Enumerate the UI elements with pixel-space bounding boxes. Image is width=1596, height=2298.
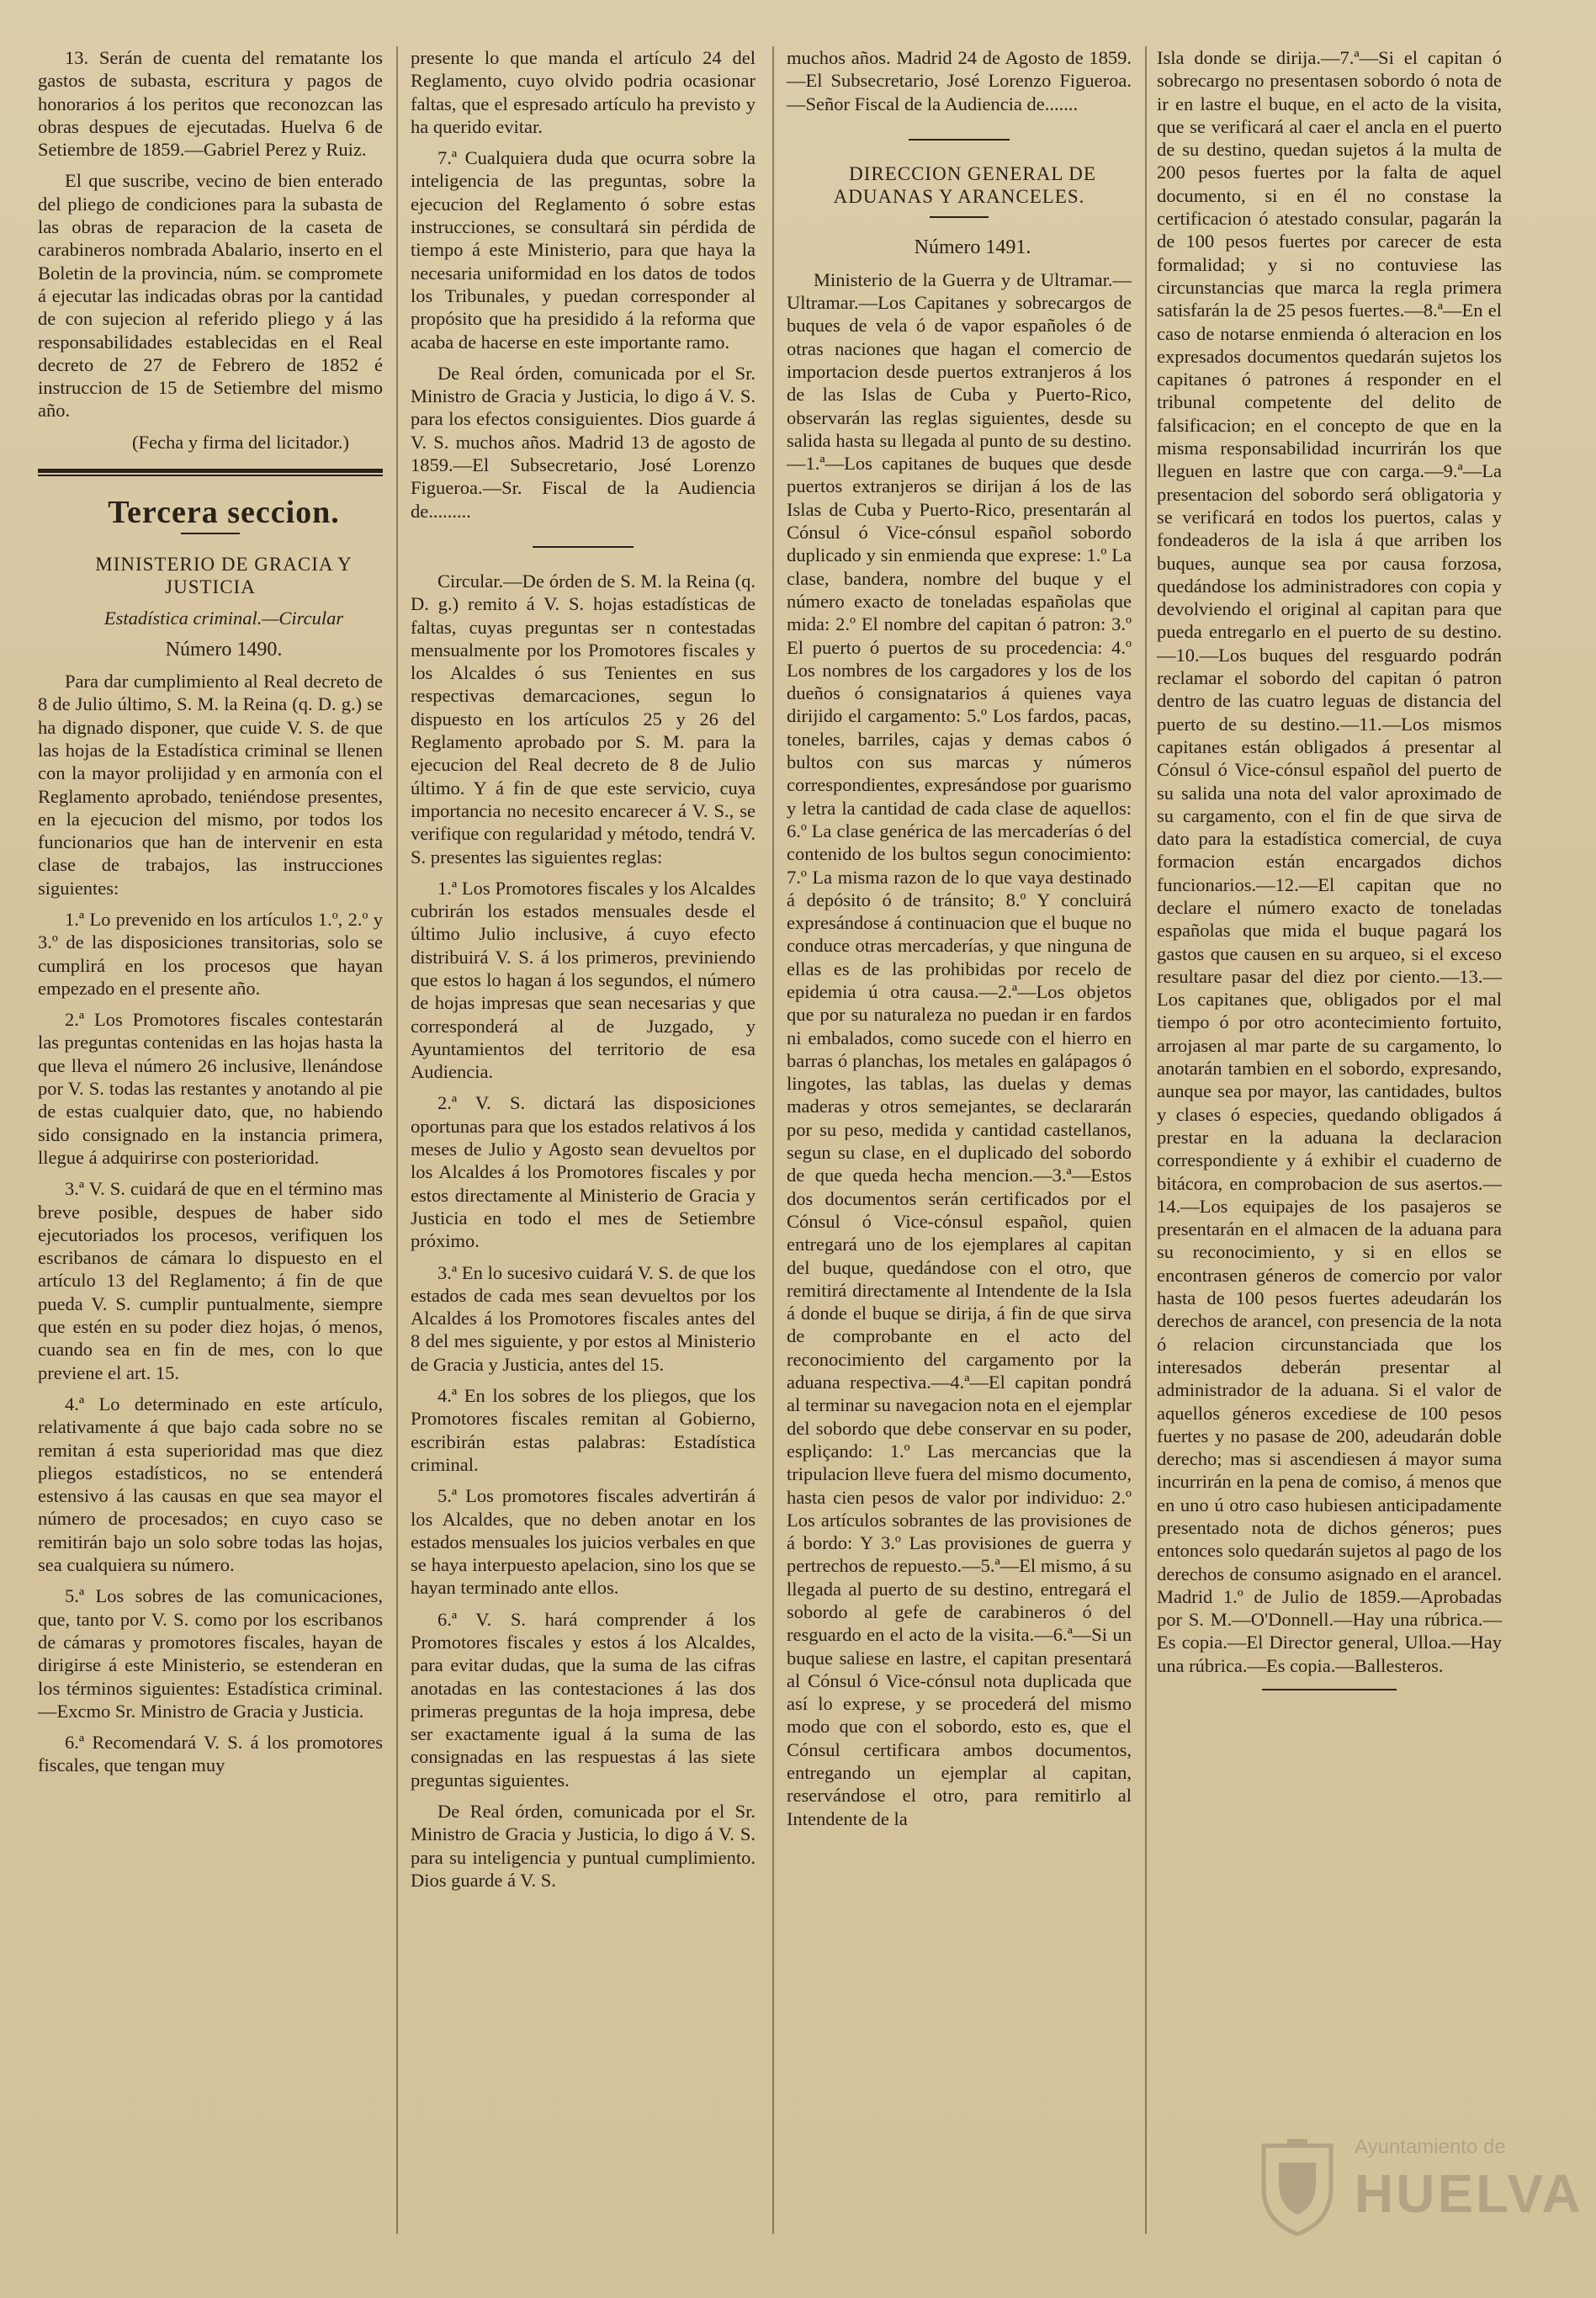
- paragraph: De Real órden, comunicada por el Sr. Ministro de Gracia y Justicia, lo digo á V. S. para su inteligencia y puntual cumplimiento. Dios guarde á V. S.: [411, 1801, 756, 1891]
- short-rule: [181, 533, 240, 534]
- paragraph: 1.ª Lo prevenido en los artículos 1.º, 2.º y 3.º de las disposiciones transitorias, solo se cumplirá en los procesos que hayan empezado en el presente año.: [38, 909, 383, 999]
- item-number: Número 1490.: [165, 638, 283, 661]
- ministry-heading: MINISTERIO DE GRACIA Y JUSTICIA: [95, 553, 353, 598]
- separator-rule: [533, 546, 634, 548]
- column-1: [38, 46, 383, 1786]
- paragraph: Para dar cumplimiento al Real decreto de 8 de Julio último, S. M. la Reina (q. D. g.) se ha dignado disponer, que cuide V. S. de que las hojas de la Estadística criminal se llenen con la mayor prolijidad y en armonía con el Reglamento aprobado, teniéndose presentes, en la ejecucion del mismo, por todos los funcionarios que han de intervenir en esta clase de trabajos, las instrucciones siguientes:: [38, 671, 383, 899]
- separator-rule: [909, 139, 1010, 141]
- section-title: Tercera seccion.: [108, 494, 340, 530]
- column-3: [787, 46, 1132, 1839]
- end-rule: [1262, 1689, 1397, 1690]
- paragraph: 6.ª V. S. hará comprender á los Promotores fiscales y estos á los Alcaldes, para evitar dudas, que la suma de las cifras anotadas en las contestaciones á las dos primeras preguntas de la hoja impresa, debe ser exactamente igual á la suma de las consignadas en las respuestas á las siete preguntas siguientes.: [411, 1608, 756, 1791]
- column-2: [411, 46, 756, 1900]
- paragraph: 2.ª V. S. dictará las disposiciones oportunas para que los estados relativos á los meses de Julio y Agosto sean devueltos por los Alcaldes á los Promotores fiscales y por estos directamente al Ministerio de Gracia y Justicia en todo el mes de Setiembre próximo.: [411, 1092, 756, 1252]
- paragraph: 1.ª Los Promotores fiscales y los Alcaldes cubrirán los estados mensuales desde el último Julio inclusive, á cuyo efecto distribuirá V. S. á los primeros, previniendo que estos lo hagan á los segundos, el número de hojas impresas que sean necesarias y que corresponderá al de Juzgado, y Ayuntamientos del territorio de esa Audiencia.: [411, 877, 756, 1083]
- archive-watermark: [1255, 2129, 1583, 2255]
- watermark-line-2: HUELVA: [1355, 2163, 1583, 2224]
- direction-heading: DIRECCION GENERAL DE ADUANAS Y ARANCELES.: [833, 162, 1096, 208]
- paragraph: 5.ª Los promotores fiscales advertirán á los Alcaldes, que no deben anotar en los estados mensuales los juicios verbales en que se haya interpuesto apelacion, sino los que se hayan terminado ante ellos.: [411, 1485, 756, 1599]
- paragraph: 13. Serán de cuenta del rematante los gastos de subasta, escritura y pagos de honorarios á los peritos que reconozcan las obras despues de ejecutadas. Huelva 6 de Setiembre de 1859.—Gabriel Perez y Ruiz.: [38, 47, 383, 161]
- column-4: [1157, 46, 1502, 1690]
- paragraph: 3.ª En lo sucesivo cuidará V. S. de que los estados de cada mes sean devueltos por los Alcaldes á los Promotores fiscales antes del 8 del mes siguiente, y por estos al Ministerio de Gracia y Justicia, antes del 15.: [411, 1261, 756, 1375]
- column-divider: [1145, 46, 1147, 2234]
- paragraph: presente lo que manda el artículo 24 del Reglamento, cuyo olvido podria ocasionar faltas, que el espresado artículo ha previsto y ha querido evitar.: [411, 47, 756, 137]
- paragraph: muchos años. Madrid 24 de Agosto de 1859.—El Subsecretario, José Lorenzo Figueroa.—Señor Fiscal de la Audiencia de.......: [787, 47, 1132, 114]
- section-rule-thin: [38, 475, 383, 476]
- paragraph: Ministerio de la Guerra y de Ultramar.—Ultramar.—Los Capitanes y sobrecargos de buques de vela ó de vapor españoles ó de otras naciones que hagan el comercio de importacion desde puertos extranjeros á los de las Islas de Cuba y Puerto-Rico, observarán las reglas siguientes, desde su salida hasta su llegada al punto de su destino.—1.ª—Los capitanes de buques que desde puertos extranjeros se dirijan á los de las Islas de Cuba y Puerto-Rico, presentarán al Cónsul ó Vice-cónsul español sobordo duplicado y sin enmienda que exprese: 1.º La clase, bandera, nombre del buque y el número exacto de toneladas españolas que mida: 2.º El nombre del capitan ó patron: 3.º El puerto ó puertos de su procedencia: 4.º Los nombres de los cargadores y los de los dueños ó consignatarios á quienes vaya dirijido el cargamento: 5.º Los fardos, pacas, toneles, barriles, cajas y demas cabos ó bultos con sus marcas y números correspondientes, expresándose por guarismo y letra la cantidad de cada clase de aquellos: 6.º La clase genérica de las mercaderías ó del contenido de los bultos segun conocimiento: 7.º La misma razon de lo que vaya destinado á depósito ó de tránsito; 8.º Y concluirá expresándose á continuacion que el buque no conduce otras mercaderías, y que ninguna de ellas es de las prohibidas por recelo de epidemia ú otra causa.—2.ª—Los objetos que por su naturaleza no puedan ir en fardos ni embalados, como sucede con el hierro en barras ó planchas, los metales en galápagos ó lingotes, las tablas, las duelas y demas maderas y otros semejantes, se declararán por su peso, medida y cantidad castellanos, segun su clase, en el duplicado del sobordo de que queda hecha mencion.—3.ª—Estos dos documentos serán certificados por el Cónsul ó Vice-cónsul español, quien entregará uno de los ejemplares al capitan del buque, quedándose con el otro, que remitirá directamente al Intendente de la Isla á donde el buque se dirija, á fin de que sirva de comprobante en el acto del reconocimiento del cargamento por la aduana respectiva.—4.ª—El capitan pondrá al terminar su navegacion nota en el ejemplar del sobordo que debe conservar en su poder, espliçando: 1.º Las mercancias que la tripulacion lleve fuera del mismo documento, hasta cien pesos de valor por individuo: 2.º Los artículos sobrantes de las provisiones de á bordo: Y 3.º Las provisiones de guerra y pertrechos de repuesto.—5.ª—El mismo, á su llegada al puerto de su destino, entregará el sobordo al gefe de carabineros ó del resguardo en el acto de la visita.—6.ª—Si un buque saliese en lastre, el capitan presentará al Cónsul ó Vice-cónsul nota duplicada que así lo exprese, y se procederá del mismo modo que con el sobordo, esto es, que el Cónsul certificara ambos documentos, entregando un ejemplar al capitan, reservándose el otro, para remitirlo al Intendente de la: [787, 268, 1132, 1829]
- paragraph: Circular.—De órden de S. M. la Reina (q. D. g.) remito á V. S. hojas estadísticas de faltas, cuyas preguntas ser n contestadas mensualmente por los Promotores fiscales y los Alcaldes ó sus Tenientes en sus respectivas demarcaciones, segun lo dispuesto en los artículos 25 y 26 del Reglamento aprobado por S. M. para la ejecucion del Real decreto de 8 de Julio último. Y á fin de que este servicio, cuya importancia no necesito encarecer á V. S., se verifique con regularidad y método, tendrá V. S. presentes las siguientes reglas:: [411, 570, 756, 868]
- paragraph: 4.ª Lo determinado en este artículo, relativamente á que bajo cada sobre no se remitan á esta superioridad mas que diez pliegos estadísticos, no se entenderá estensivo á las causas en que sea mayor el número de procesados; en cuyo caso se remitirán bajo un solo sobre todas las hojas, sea cualquiera su número.: [38, 1393, 383, 1576]
- paragraph: 5.ª Los sobres de las comunicaciones, que, tanto por V. S. como por los escribanos de cámaras y promotores fiscales, hayan de dirigirse á este Ministerio, se estenderan en los términos siguientes: Estadística criminal.—Excmo Sr. Ministro de Gracia y Justicia.: [38, 1585, 383, 1722]
- paragraph: 4.ª En los sobres de los pliegos, que los Promotores fiscales remitan al Gobierno, escribirán estas palabras: Estadística criminal.: [411, 1385, 756, 1475]
- paragraph: 3.ª V. S. cuidará de que en el término mas breve posible, despues de haber sido ejecutoriados los procesos, verifiquen los escribanos de cámara lo dispuesto en el artículo 13 del Reglamento; á fin de que pueda V. S. cumplir puntualmente, siempre que estén en su poder diez hojas, ó menos, cuando sea en fin de mes, con lo que previene el art. 15.: [38, 1178, 383, 1383]
- city-shield-icon: [1255, 2137, 1339, 2238]
- column-divider: [772, 46, 774, 2234]
- paragraph: 7.ª Cualquiera duda que ocurra sobre la inteligencia de las preguntas, sobre la ejecucion del Reglamento ó sobre estas instrucciones, se consultará sin pérdida de tiempo á este Ministerio, para que haya la necesaria uniformidad en los datos de todos los Tribunales, y puedan corresponder al propósito que ha presidido á la reforma que acaba de hacerse en este importante ramo.: [411, 147, 756, 353]
- paragraph: 6.ª Recomendará V. S. á los promotores fiscales, que tengan muy: [38, 1732, 383, 1776]
- item-number: Número 1491.: [914, 236, 1031, 259]
- column-divider: [396, 46, 398, 2234]
- section-rule: [38, 469, 383, 473]
- paragraph: De Real órden, comunicada por el Sr. Ministro de Gracia y Justicia, lo digo á V. S. para los efectos consiguientes. Dios guarde á V. S. muchos años. Madrid 13 de agosto de 1859.—El Subsecretario, José Lorenzo Figueroa.—Sr. Fiscal de la Audiencia de.........: [411, 362, 756, 522]
- circular-subtitle: Estadística criminal.—Circular: [103, 608, 344, 629]
- paragraph: 2.ª Los Promotores fiscales contestarán las preguntas contenidas en las hojas hasta la que lleva el número 26 inclusive, llenándose por V. S. todas las restantes y anotando al pie de estas cualquier dato, que, no habiendo sido consignado en la instancia primera, llegue á adquirirse con posterioridad.: [38, 1009, 383, 1168]
- signature-line: (Fecha y firma del licitador.): [131, 431, 349, 453]
- paragraph: El que suscribe, vecino de bien enterado del pliego de condiciones para la subasta de las obras de reparacion de la caseta de carabineros nombrada Abalario, inserto en el Boletin de la provincia, núm. se compromete á ejecutar las indicadas obras por la cantidad de con sujecion al referido pliego y á las responsabilidades establecidas en el Real decreto de 27 de Febrero de 1852 é instruccion de 15 de Setiembre del mismo año.: [38, 170, 383, 422]
- paragraph: Isla donde se dirija.—7.ª—Si el capitan ó sobrecargo no presentasen sobordo ó nota de ir en lastre el buque, en el acto de la visita, que se verificará al caer el ancla en el puerto de su destino, quedan sujetos á la multa de 200 pesos fuertes por la falta de aquel documento, si en él no constase la certificacion ó atestado consular, pagarán la de 100 pesos fuertes por carecer de esta formalidad; y si no contuviese las circunstancias que marca la regla primera satisfarán la de 25 pesos fuertes.—8.ª—En el caso de notarse enmienda ó alteracion en los expresados documentos quedarán sujetos los capitanes ó patrones á responder en el tribunal competente del delito de falsificacion; en el concepto de que en la misma responsabilidad incurrirán los que lleguen en lastre que con carga.—9.ª—La presentacion del sobordo será obligatoria y se verificará en todos los puertos, calas y fondeaderos de la isla á que arriben los buques, aunque sea por causa forzosa, quedándose los administradores con copia y devolviendo el original al capitan para que pueda entregarlo en el puerto de su destino.—10.—Los buques del resguardo podrán reclamar el sobordo del capitan ó patron dentro de las cuatro leguas de distancia del puerto de su destino.—11.—Los mismos capitanes están obligados á presentar al Cónsul ó Vice-cónsul español del puerto de su salida una nota del valor aproximado de su cargamento, con el fin de que sirva de dato para la estadística comercial, de cuya formacion están encargados dichos funcionarios.—12.—El capitan que no declare el número exacto de toneladas españolas que mida el buque pagará los gastos que causen en su arqueo, si el exceso resultare pasar del diez por ciento.—13.—Los capitanes que, obligados por el mal tiempo ó por otro acontecimiento fortuito, arrojasen al mar parte de su cargamento, lo anotarán tambien en el sobordo, expresando, aunque sea por mayor, las cantidades, bultos y clases ó especies, quedando obligados á prestar en la aduana la declaracion correspondiente y á exhibir el cuaderno de bitácora, en comprobacion de sus asertos.—14.—Los equipajes de los pasajeros se presentarán en el almacen de la aduana para su reconocimiento, y si en ellos se encontrasen géneros de comercio por valor hasta de 100 pesos fuertes adeudarán los derechos de arancel, con presencia de la nota ó relacion circunstanciada que los interesados deberán presentar al administrador de la aduana. Si el valor de aquellos géneros excediese de 100 pesos fuertes y no pasase de 200, adeudarán doble derecho; mas si ascendiesen á mayor suma incurrirán en la pena de comiso, á menos que en uno ú otro caso hubiesen anticipadamente presentado nota de dichos géneros; pues entonces solo quedarán sujetos al pago de los derechos de consumo asignado en el arancel. Madrid 1.º de Julio de 1859.—Aprobadas por S. M.—O'Donnell.—Hay una rúbrica.—Es copia.—El Director general, Ulloa.—Hay una rúbrica.—Es copia.—Ballesteros.: [1157, 47, 1502, 1676]
- short-rule: [930, 216, 989, 218]
- watermark-line-1: Ayuntamiento de: [1355, 2136, 1506, 2158]
